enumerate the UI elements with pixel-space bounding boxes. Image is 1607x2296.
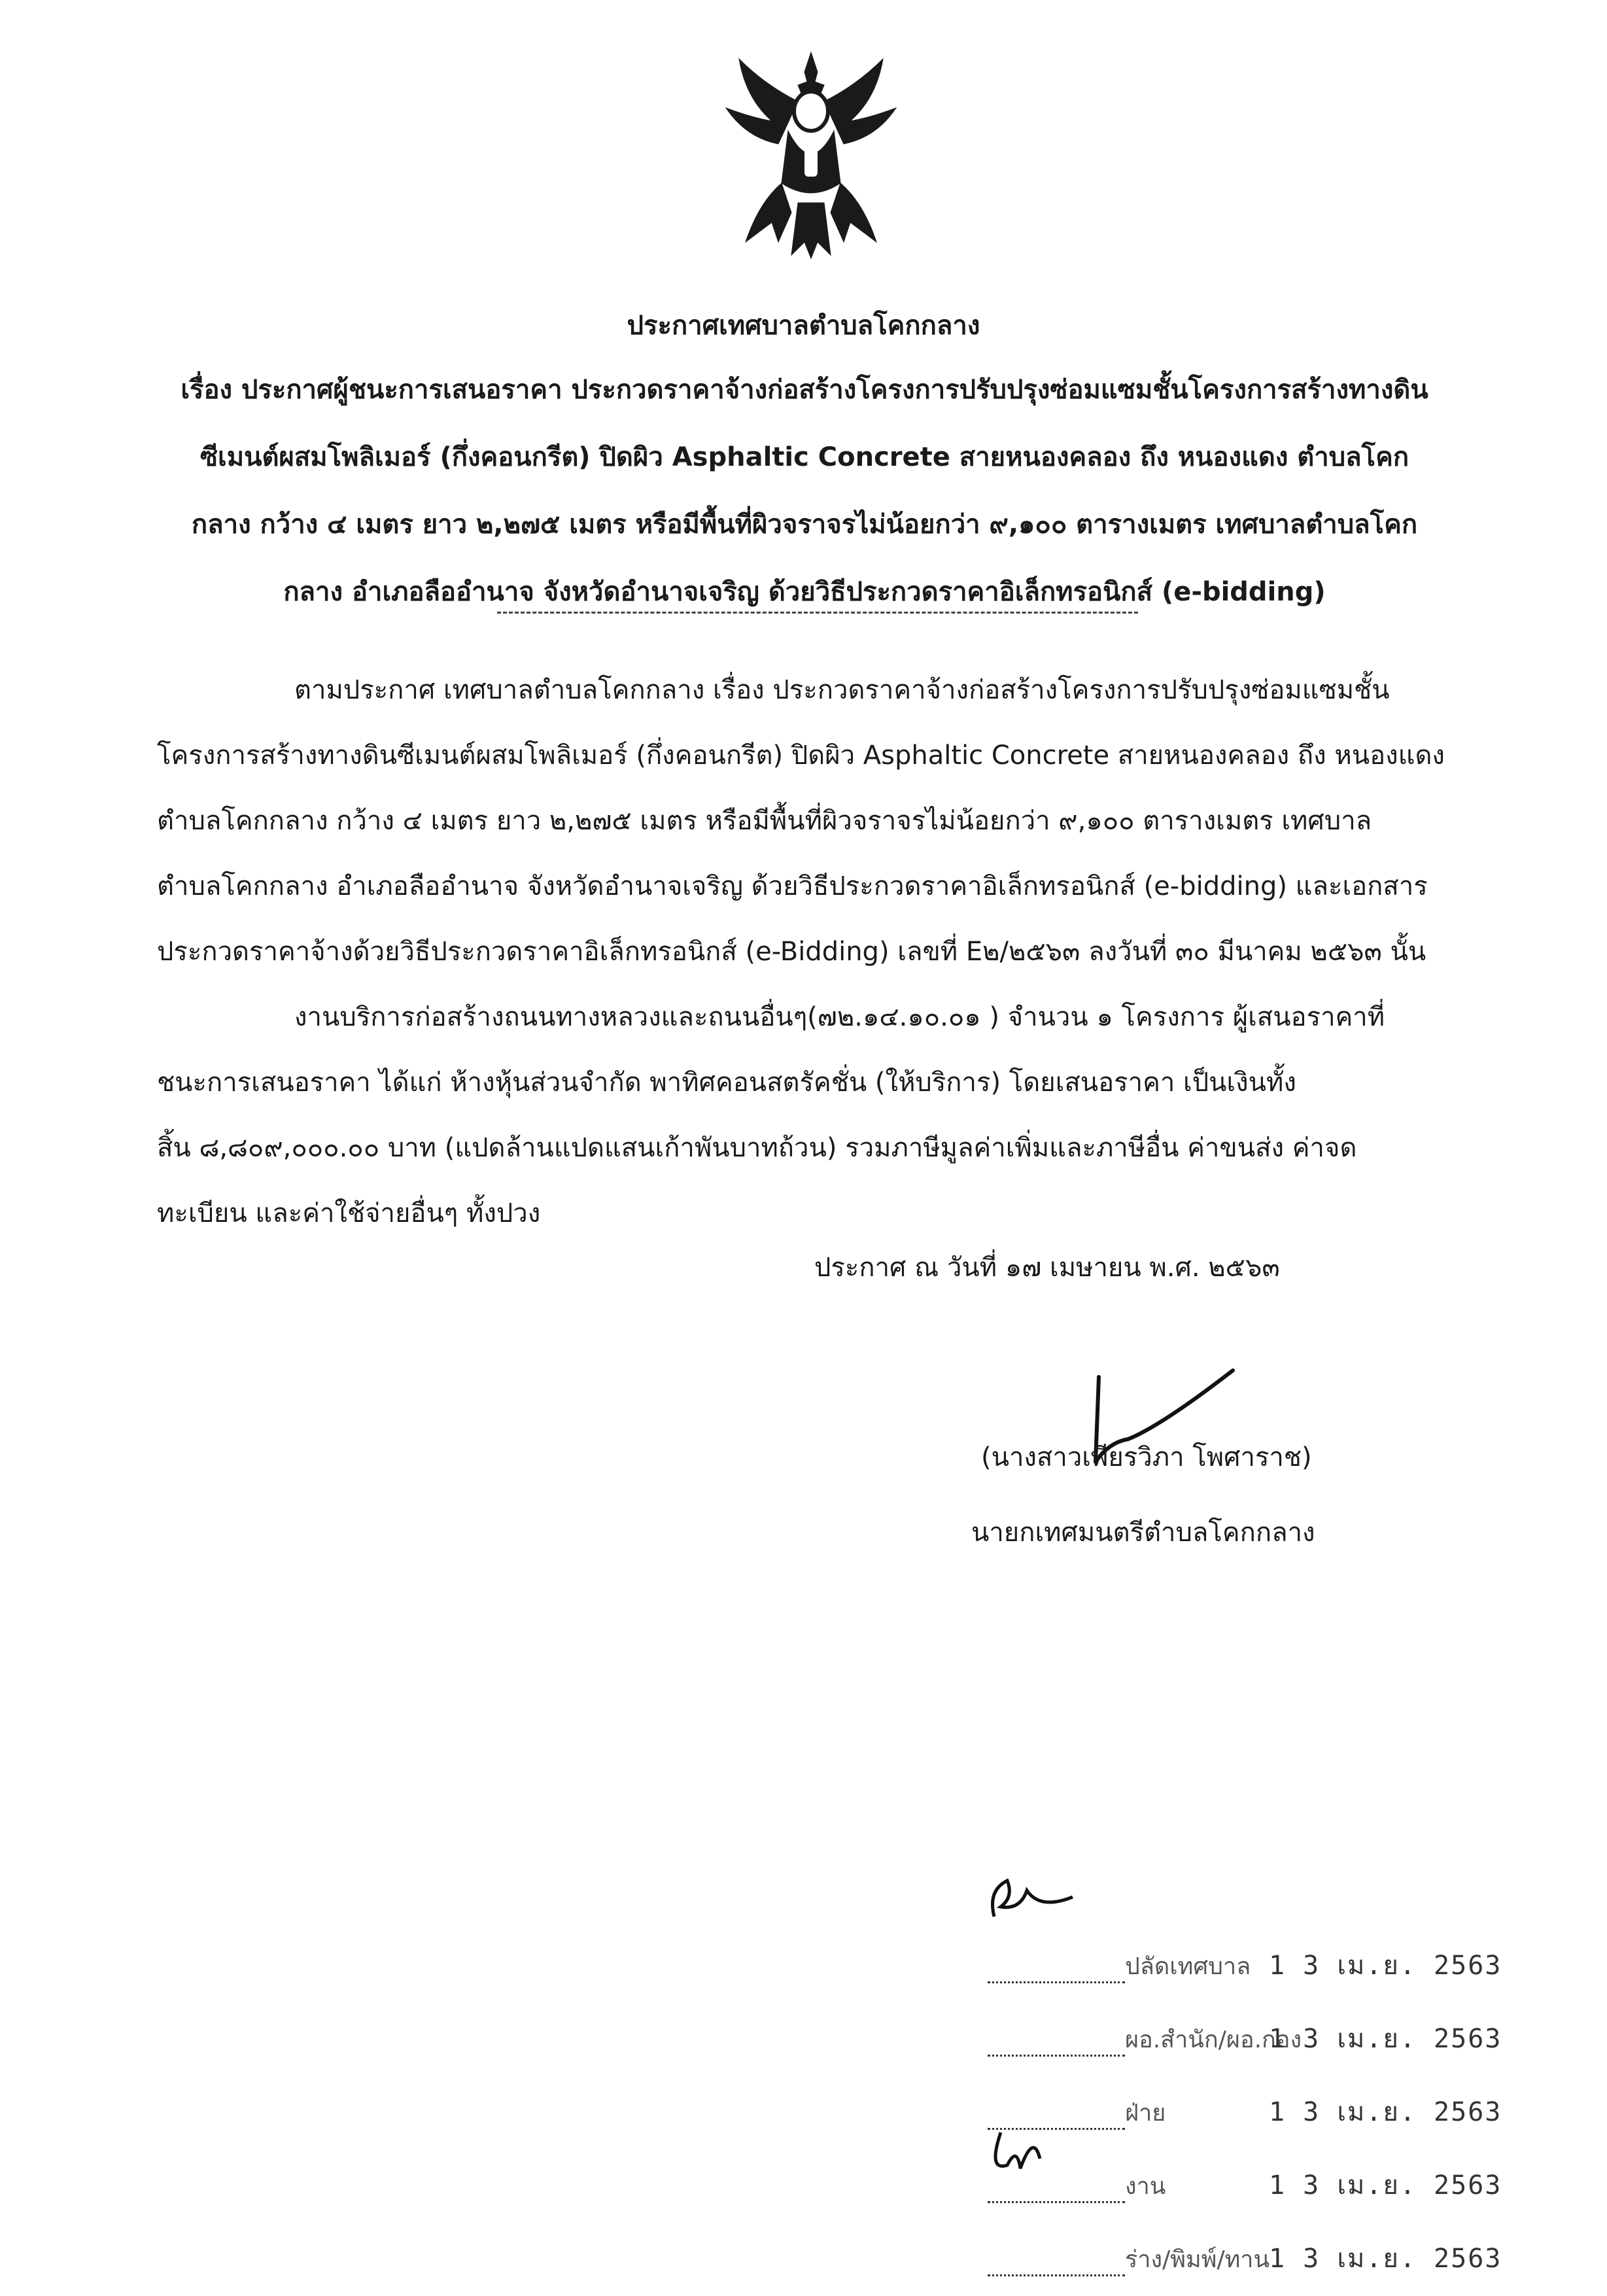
signature-dotted-line xyxy=(988,1981,1125,1983)
date-stamp: 1 3 เม.ย. 2563 xyxy=(1269,1951,1502,1981)
signature-dotted-line xyxy=(988,2274,1125,2276)
body-line: ตำบลโคกกลาง กว้าง ๔ เมตร ยาว ๒,๒๗๕ เมตร หรือมีพื้นที่ผิวจราจรไม่น้อยกว่า ๙,๑๐๐ ตารางเมตร เทศบาล xyxy=(157,806,1372,836)
body-line: งานบริการก่อสร้างถนนทางหลวงและถนนอื่นๆ(๗๒.๑๔.๑๐.๐๑ ) จำนวน ๑ โครงการ ผู้เสนอราคาที่ xyxy=(294,1002,1385,1032)
body-line: ชนะการเสนอราคา ได้แก่ ห้างหุ้นส่วนจำกัด พาทิศคอนสตรัคชั่น (ให้บริการ) โดยเสนอราคา เป็นเงินทั้ง xyxy=(157,1068,1296,1098)
body-paragraph-2 xyxy=(157,984,1472,1246)
subject-line: กลาง อำเภอลืออำนาจ จังหวัดอำนาจเจริญ ด้วยวิธีประกวดราคาอิเล็กทรอนิกส์ (e-bidding) xyxy=(283,577,1326,607)
date-stamp: 1 3 เม.ย. 2563 xyxy=(1269,2244,1502,2274)
date-stamp: 1 3 เม.ย. 2563 xyxy=(1269,2170,1502,2200)
subject-line: เรื่อง ประกาศผู้ชนะการเสนอราคา ประกวดราคาจ้างก่อสร้างโครงการปรับปรุงซ่อมแซมชั้นโครงการสร้างทางดิน xyxy=(181,375,1428,405)
announcement-title: ประกาศเทศบาลตำบลโคกกลาง xyxy=(627,311,980,341)
announcement-date: ประกาศ ณ วันที่ ๑๗ เมษายน พ.ศ. ๒๕๖๓ xyxy=(814,1253,1280,1283)
body-line: ประกวดราคาจ้างด้วยวิธีประกวดราคาอิเล็กทรอนิกส์ (e-Bidding) เลขที่ E๒/๒๕๖๓ ลงวันที่ ๓๐ มีนาคม ๒๕๖๓ นั้น xyxy=(157,937,1426,967)
date-stamp: 1 3 เม.ย. 2563 xyxy=(1269,2024,1502,2054)
routing-role: ฝ่าย xyxy=(1125,2100,1166,2127)
body-paragraph-1 xyxy=(157,657,1472,984)
routing-row xyxy=(988,2003,1524,2076)
routing-row xyxy=(988,2076,1524,2149)
routing-role: ร่าง/พิมพ์/ทาน xyxy=(1125,2246,1270,2273)
body-line: ทะเบียน และค่าใช้จ่ายอื่นๆ ทั้งปวง xyxy=(157,1198,541,1228)
signature-dotted-line xyxy=(988,2201,1125,2203)
body-line: ตามประกาศ เทศบาลตำบลโคกกลาง เรื่อง ประกวดราคาจ้างก่อสร้างโครงการปรับปรุงซ่อมแซมชั้น xyxy=(294,675,1390,705)
routing-row xyxy=(988,1930,1524,2003)
routing-role: งาน xyxy=(1125,2173,1166,2200)
routing-row xyxy=(988,2223,1524,2296)
signature-dotted-line xyxy=(988,2128,1125,2130)
signature-dotted-line xyxy=(988,2055,1125,2057)
body-line: โครงการสร้างทางดินซีเมนต์ผสมโพลิเมอร์ (กึ่งคอนกรีต) ปิดผิว Asphaltic Concrete สายหนองคลอง ถึง หนองแดง xyxy=(157,740,1445,771)
garuda-emblem-icon xyxy=(700,46,922,268)
signatory-name: (นางสาวเพียรวิภา โพศาราช) xyxy=(981,1442,1312,1472)
routing-row xyxy=(988,2149,1524,2223)
subject-line: ซีเมนต์ผสมโพลิเมอร์ (กึ่งคอนกรีต) ปิดผิว Asphaltic Concrete สายหนองคลอง ถึง หนองแดง ตำบลโคก xyxy=(199,442,1409,472)
routing-role: ผอ.สำนัก/ผอ.กอง xyxy=(1125,2026,1302,2053)
date-stamp: 1 3 เม.ย. 2563 xyxy=(1269,2097,1502,2127)
body-line: ตำบลโคกกลาง อำเภอลืออำนาจ จังหวัดอำนาจเจริญ ด้วยวิธีประกวดราคาอิเล็กทรอนิกส์ (e-bidding) และเอกสาร xyxy=(157,871,1428,901)
subject-line: กลาง กว้าง ๔ เมตร ยาว ๒,๒๗๕ เมตร หรือมีพื้นที่ผิวจราจรไม่น้อยกว่า ๙,๑๐๐ ตารางเมตร เทศบาลตำบลโคก xyxy=(191,510,1418,540)
announcement-subject xyxy=(150,357,1459,626)
body-line: สิ้น ๘,๘๐๙,๐๐๐.๐๐ บาท (แปดล้านแปดแสนเก้าพันบาทถ้วน) รวมภาษีมูลค่าเพิ่มและภาษีอื่น ค่าขนส่ง ค่าจด xyxy=(157,1133,1357,1163)
handwritten-initials-icon xyxy=(981,1871,1079,1930)
signatory-position: นายกเทศมนตรีตำบลโคกกลาง xyxy=(971,1518,1315,1548)
separator-rule xyxy=(497,612,1138,614)
routing-role: ปลัดเทศบาล xyxy=(1125,1953,1251,1980)
routing-stamp-block xyxy=(988,1930,1524,2296)
